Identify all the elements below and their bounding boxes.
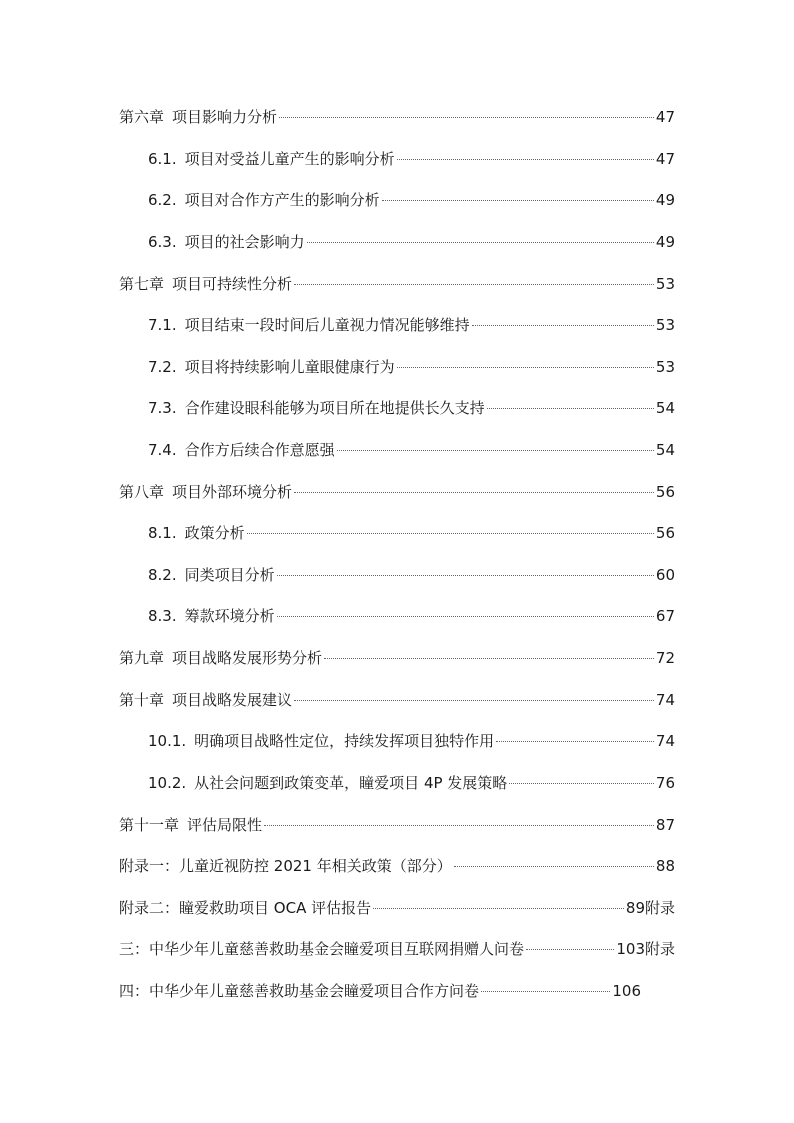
dot-leader — [294, 492, 654, 493]
toc-title: 明确项目战略性定位，持续发挥项目独特作用 — [194, 732, 495, 750]
toc-number: 8.2. — [148, 566, 177, 584]
toc-page-number: 54 — [655, 399, 675, 417]
toc-number: 6.2. — [148, 191, 177, 209]
dot-leader — [324, 658, 654, 659]
toc-number: 附录二： — [119, 899, 180, 917]
toc-title: 同类项目分析 — [184, 566, 275, 584]
toc-title: 项目战略发展建议 — [172, 691, 293, 709]
toc-entry-10-1[interactable] — [148, 731, 675, 751]
dot-leader — [509, 783, 654, 784]
toc-title: 项目对受益儿童产生的影响分析 — [184, 150, 395, 168]
toc-entry-7-2[interactable] — [148, 357, 675, 377]
dot-leader — [307, 242, 654, 243]
toc-number: 10.1. — [148, 732, 187, 750]
toc-number: 10.2. — [148, 774, 187, 792]
toc-entry-chapter-10[interactable] — [119, 690, 675, 710]
toc-entry-chapter-6[interactable] — [119, 107, 675, 127]
toc-page-number: 49 — [655, 191, 675, 209]
toc-entry-chapter-11[interactable] — [119, 815, 675, 835]
toc-page-number: 74 — [655, 732, 675, 750]
dot-leader — [397, 159, 654, 160]
toc-number: 第九章 — [119, 649, 165, 667]
toc-title: 项目影响力分析 — [172, 108, 278, 126]
toc-page-number: 106 — [612, 982, 641, 1000]
toc-number: 6.3. — [148, 233, 177, 251]
toc-page-number: 54 — [655, 441, 675, 459]
toc-page-number: 49 — [655, 233, 675, 251]
toc-title: 政策分析 — [184, 524, 245, 542]
toc-title: 评估局限性 — [187, 816, 263, 834]
toc-entry-6-3[interactable] — [148, 232, 675, 252]
toc-number: 第八章 — [119, 483, 165, 501]
toc-entry-appendix-1[interactable] — [119, 856, 675, 876]
toc-entry-7-3[interactable] — [148, 398, 675, 418]
toc-page-number: 60 — [655, 566, 675, 584]
dot-leader — [277, 616, 654, 617]
toc-entry-7-4[interactable] — [148, 440, 675, 460]
toc-title: 合作方后续合作意愿强 — [184, 441, 335, 459]
toc-title: 项目外部环境分析 — [172, 483, 293, 501]
dot-leader — [337, 450, 654, 451]
toc-number: 四： — [119, 982, 150, 1000]
toc-number: 第七章 — [119, 275, 165, 293]
toc-entry-6-1[interactable] — [148, 149, 675, 169]
toc-number: 7.1. — [148, 316, 177, 334]
dot-leader — [487, 408, 654, 409]
toc-title: 项目对合作方产生的影响分析 — [184, 191, 380, 209]
toc-entry-8-3[interactable] — [148, 606, 675, 626]
dot-leader — [277, 575, 654, 576]
toc-number: 第十一章 — [119, 816, 180, 834]
toc-page-number: 56 — [655, 483, 675, 501]
toc-entry-chapter-9[interactable] — [119, 648, 675, 668]
toc-number: 第十章 — [119, 691, 165, 709]
dot-leader — [454, 866, 654, 867]
toc-title: 中华少年儿童慈善救助基金会瞳爱项目互联网捐赠人问卷 — [149, 940, 525, 958]
toc-entry-6-2[interactable] — [148, 190, 675, 210]
toc-page-number: 67 — [655, 607, 675, 625]
toc-number: 三： — [119, 940, 150, 958]
dot-leader — [496, 741, 654, 742]
toc-page-number: 53 — [655, 316, 675, 334]
toc-number: 7.3. — [148, 399, 177, 417]
toc-title: 中华少年儿童慈善救助基金会瞳爱项目合作方问卷 — [149, 982, 480, 1000]
toc-entry-10-2[interactable] — [148, 773, 675, 793]
toc-entry-7-1[interactable] — [148, 315, 675, 335]
dot-leader — [247, 533, 654, 534]
toc-number: 8.3. — [148, 607, 177, 625]
toc-number: 6.1. — [148, 150, 177, 168]
dot-leader — [279, 117, 654, 118]
toc-number: 7.4. — [148, 441, 177, 459]
toc-entry-appendix-2[interactable] — [119, 898, 675, 918]
dot-leader — [481, 991, 610, 992]
dot-leader — [294, 700, 654, 701]
toc-entry-appendix-4[interactable] — [119, 981, 641, 1001]
toc-title: 合作建设眼科能够为项目所在地提供长久支持 — [184, 399, 485, 417]
toc-page-number: 88 — [655, 857, 675, 875]
toc-page-number: 89附录 — [625, 899, 675, 917]
toc-page-number: 47 — [655, 108, 675, 126]
toc-entry-chapter-8[interactable] — [119, 482, 675, 502]
dot-leader — [382, 200, 654, 201]
toc-page-number: 53 — [655, 358, 675, 376]
toc-page-number: 72 — [655, 649, 675, 667]
toc-title: 项目的社会影响力 — [184, 233, 305, 251]
toc-number: 第六章 — [119, 108, 165, 126]
toc-title: 瞳爱救助项目 OCA 评估报告 — [179, 899, 372, 917]
toc-title: 项目结束一段时间后儿童视力情况能够维持 — [184, 316, 470, 334]
toc-entry-8-1[interactable] — [148, 523, 675, 543]
dot-leader — [264, 825, 654, 826]
toc-page-number: 56 — [655, 524, 675, 542]
toc-page-number: 47 — [655, 150, 675, 168]
toc-entry-appendix-3[interactable] — [119, 939, 675, 959]
toc-entry-8-2[interactable] — [148, 565, 675, 585]
toc-title: 项目战略发展形势分析 — [172, 649, 323, 667]
toc-page-number: 87 — [655, 816, 675, 834]
dot-leader — [397, 367, 654, 368]
dot-leader — [373, 908, 624, 909]
dot-leader — [472, 325, 654, 326]
toc-page-number: 76 — [655, 774, 675, 792]
toc-entry-chapter-7[interactable] — [119, 274, 675, 294]
toc-title: 从社会问题到政策变革，瞳爱项目 4P 发展策略 — [194, 774, 508, 792]
toc-title: 儿童近视防控 2021 年相关政策（部分） — [179, 857, 452, 875]
toc-title: 项目可持续性分析 — [172, 275, 293, 293]
toc-title: 筹款环境分析 — [184, 607, 275, 625]
dot-leader — [294, 284, 654, 285]
toc-number: 附录一： — [119, 857, 180, 875]
toc-number: 7.2. — [148, 358, 177, 376]
dot-leader — [526, 949, 614, 950]
toc-page-number: 103附录 — [616, 940, 675, 958]
toc-title: 项目将持续影响儿童眼健康行为 — [184, 358, 395, 376]
toc-number: 8.1. — [148, 524, 177, 542]
toc-page-number: 74 — [655, 691, 675, 709]
toc-page-number: 53 — [655, 275, 675, 293]
